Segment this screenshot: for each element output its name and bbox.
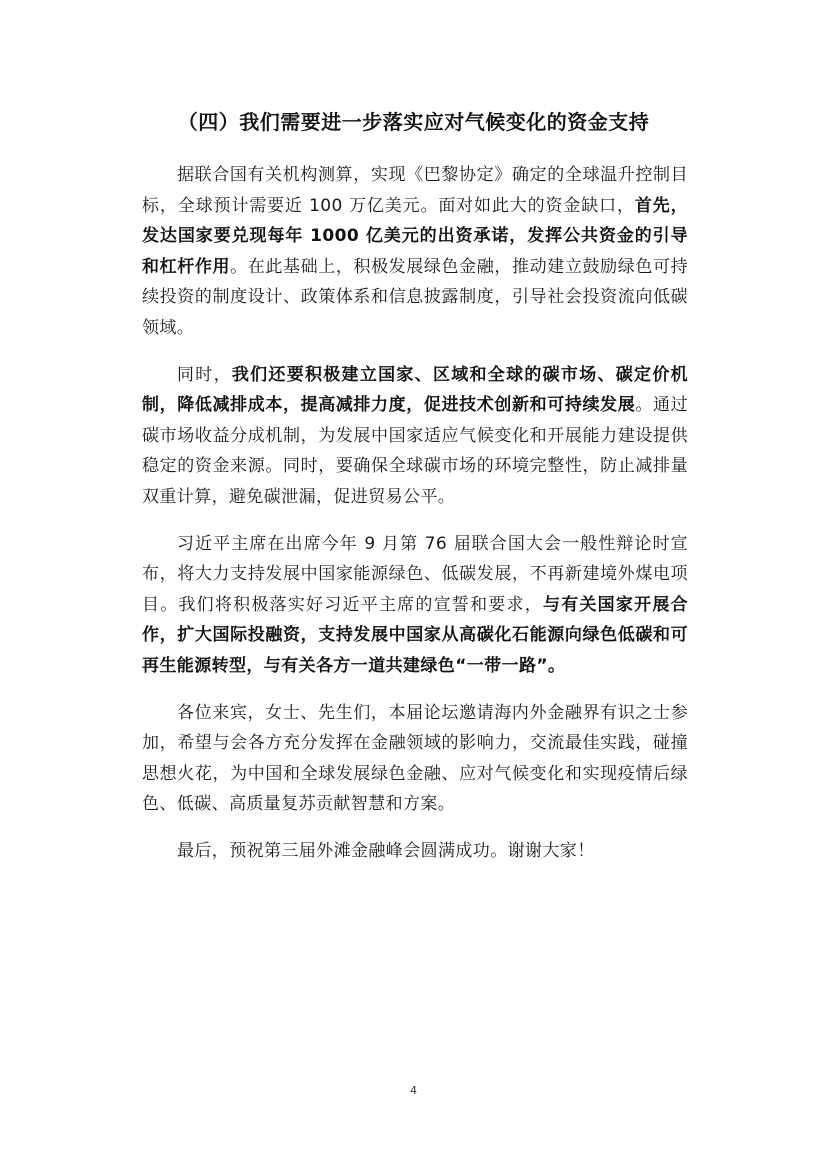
body-text-run: 据联合国有关机构测算，实现《巴黎协定》确定的全球温升控制目标，全球预计需要近 100 万亿美元。面对如此大的资金缺口， xyxy=(142,165,688,216)
body-text-run: 最后，预祝第三届外滩金融峰会圆满成功。谢谢大家！ xyxy=(177,840,595,861)
section-heading: （四）我们需要进一步落实应对气候变化的资金支持 xyxy=(177,110,650,134)
body-text-run: 。通过碳市场收益分成机制，为发展中国家适应气候变化和开展能力建设提供稳定的资金来源。同时，要确保全球碳市场的环境完整性，防止减排量双重计算，避免碳泄漏，促进贸易公平。 xyxy=(142,395,688,507)
emphasis-text: 首先，发达国家要兑现每年 1000 亿美元的出资承诺，发挥公共资金的引导和杠杆作用 xyxy=(142,195,688,277)
paragraph-closing xyxy=(142,836,688,867)
body-text-run: 。在此基础上，积极发展绿色金融，推动建立鼓励绿色可持续投资的制度设计、政策体系和信息披露制度，引导社会投资流向低碳领域。 xyxy=(142,256,689,338)
paragraph-forum-guests xyxy=(142,698,688,820)
emphasis-text: 我们还要积极建立国家、区域和全球的碳市场、碳定价机制，降低减排成本，提高减排力度，促进技术创新和可持续发展 xyxy=(142,364,689,416)
body-text-run: 同时， xyxy=(177,364,232,385)
body-text-run: 各位来宾，女士、先生们，本届论坛邀请海内外金融界有识之士参加，希望与会各方充分发挥在金融领域的影响力，交流最佳实践，碰撞思想火花，为中国和全球发展绿色金融、应对气候变化和实现疫情后绿色、低碳、高质量复苏贡献智慧和方案。 xyxy=(142,702,688,815)
paragraph-carbon-market xyxy=(142,360,688,513)
paragraph-belt-and-road xyxy=(142,529,688,682)
page-number: 4 xyxy=(410,1084,417,1097)
paragraph-funding-gap xyxy=(142,160,688,344)
body-text xyxy=(142,160,688,882)
body-text-run: 习近平主席在出席今年 9 月第 76 届联合国大会一般性辩论时宣布，将大力支持发展中国家能源绿色、低碳发展，不再新建境外煤电项目。我们将积极落实好习近平主席的宣誓和要求， xyxy=(142,533,688,615)
emphasis-text: 与有关国家开展合作，扩大国际投融资，支持发展中国家从高碳化石能源向绿色低碳和可再生能源转型，与有关各方一道共建绿色“一带一路”。 xyxy=(142,594,688,676)
